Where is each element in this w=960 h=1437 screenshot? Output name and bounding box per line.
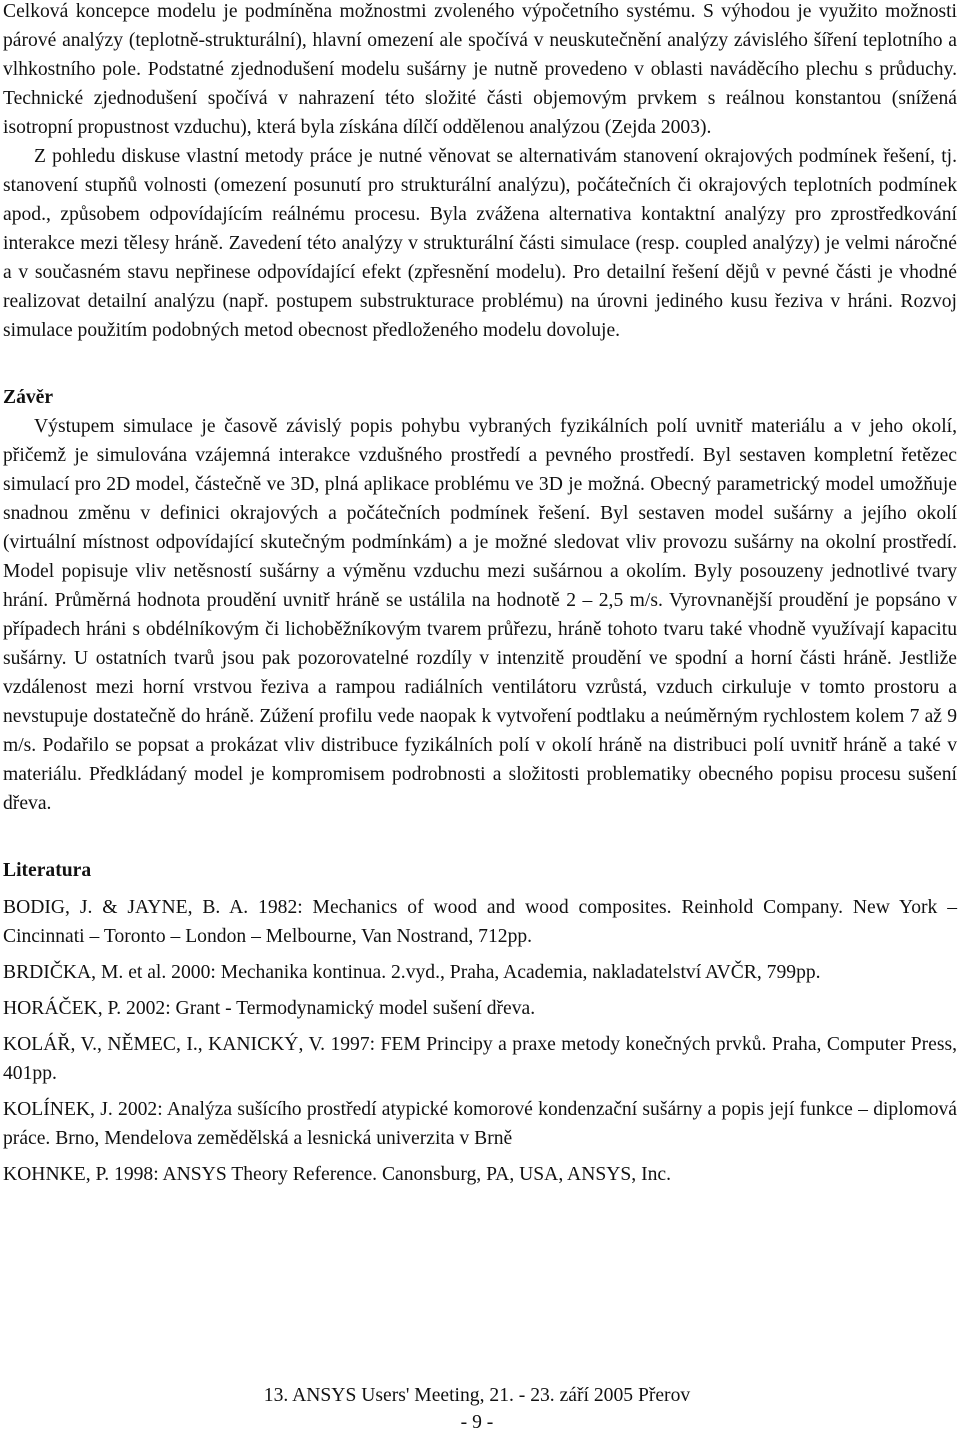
footer-page-number: - 9 - (460, 1412, 494, 1433)
literature-heading: Literatura (3, 860, 92, 881)
conclusion-heading: Závěr (3, 387, 54, 408)
reference-item: HORÁČEK, P. 2002: Grant - Termodynamický model sušení dřeva. (3, 998, 536, 1019)
reference-list (3, 893, 957, 1189)
document-page (3, 0, 957, 1196)
reference-item: KOLÍNEK, J. 2002: Analýza sušícího prostředí atypické komorové kondenzační sušárny a popis její funkce – diplomová práce. Brno, Mendelova zemědělská a lesnická univerzita v Brně (3, 1099, 957, 1149)
body-paragraph-2: Z pohledu diskuse vlastní metody práce je nutné věnovat se alternativám stanovení okrajových podmínek řešení, tj. stanovení stupňů volnosti (omezení posunutí pro strukturální analýzu), počátečních či okrajových teplotních podmínek apod., způsobem odpovídajícím reálnému procesu. Byla zvážena alternativa kontaktní analýzy pro zprostředkování interakce mezi tělesy hráně. Zavedení této analýzy v strukturální části simulace (resp. coupled analýzy) je velmi náročné a v současném stavu nepřinese odpovídající efekt (zpřesnění modelu). Pro detailní řešení dějů v pevné části je vhodné realizovat detailní analýzu (např. postupem substrukturace problému) na úrovni jediného kusu řeziva v hráni. Rozvoj simulace použitím podobných metod obecnost předloženého modelu dovoluje. (3, 146, 957, 341)
reference-item: BODIG, J. & JAYNE, B. A. 1982: Mechanics of wood and wood composites. Reinhold Company. New York – Cincinnati – Toronto – London – Melbourne, Van Nostrand, 712pp. (3, 897, 957, 947)
body-paragraph-1: Celková koncepce modelu je podmíněna možnostmi zvoleného výpočetního systému. S výhodou je využito možnosti párové analýzy (teplotně-strukturální), hlavní omezení ale spočívá v neuskutečnění analýzy závislého šíření teplotního a vlhkostního pole. Podstatné zjednodušení modelu sušárny je nutně provedeno v oblasti naváděcího plechu s průduchy. Technické zjednodušení spočívá v nahrazení této složité části objemovým prvkem s reálnou konstantou (snížená isotropní propustnost vzduchu), která byla získána dílčí oddělenou analýzou (Zejda 2003). (3, 1, 957, 138)
reference-item: BRDIČKA, M. et al. 2000: Mechanika kontinua. 2.vyd., Praha, Academia, nakladatelství AVČR, 799pp. (3, 962, 821, 983)
reference-item: KOLÁŘ, V., NĚMEC, I., KANICKÝ, V. 1997: FEM Principy a praxe metody konečných prvků. Praha, Computer Press, 401pp. (3, 1034, 957, 1084)
reference-item: KOHNKE, P. 1998: ANSYS Theory Reference. Canonsburg, PA, USA, ANSYS, Inc. (3, 1164, 672, 1185)
conclusion-paragraph: Výstupem simulace je časově závislý popis pohybu vybraných fyzikálních polí uvnitř materiálu a v jeho okolí, přičemž je simulována vzájemná interakce vzdušného prostředí a pevného prostředí. Byl sestaven kompletní řetězec simulací pro 2D model, částečně ve 3D, plná aplikace problému ve 3D je možná. Obecný parametrický model umožňuje snadnou změnu v definici okrajových a počátečních podmínek řešení. Byl sestaven model sušárny a jejího okolí (virtuální místnost odpovídající skutečným podmínkám) a je možné sledovat vliv provozu sušárny na okolní prostředí. Model popisuje vliv netěsností sušárny a výměnu vzduchu mezi sušárnou a okolím. Byly posouzeny jednotlivé tvary hrání. Průměrná hodnota proudění uvnitř hráně se ustálila na hodnotě 2 – 2,5 m/s. Vyrovnanější proudění je popsáno v případech hráni s obdélníkovým či lichoběžníkovým tvarem průřezu, hráně tohoto tvaru také vhodně využívají kapacitu sušárny. U ostatních tvarů jsou pak pozorovatelné rozdíly v intenzitě proudění ve spodní a horní části hráně. Jestliže vzdálenost mezi horní vrstvou řeziva a rampou radiálních ventilátoru vzrůstá, vzduch cirkuluje v tomto prostoru a nevstupuje dostatečně do hráně. Zúžení profilu vede naopak k vytvoření podtlaku a neúměrným rychlostem kolem 7 až 9 m/s. Podařilo se popsat a prokázat vliv distribuce fyzikálních polí v okolí hráně na distribuci polí uvnitř hráně a také v materiálu. Předkládaný model je kompromisem podrobnosti a složitosti problematiky obecného popisu procesu sušení dřeva. (3, 416, 957, 814)
footer-conference: 13. ANSYS Users' Meeting, 21. - 23. září 2005 Přerov (263, 1385, 691, 1406)
